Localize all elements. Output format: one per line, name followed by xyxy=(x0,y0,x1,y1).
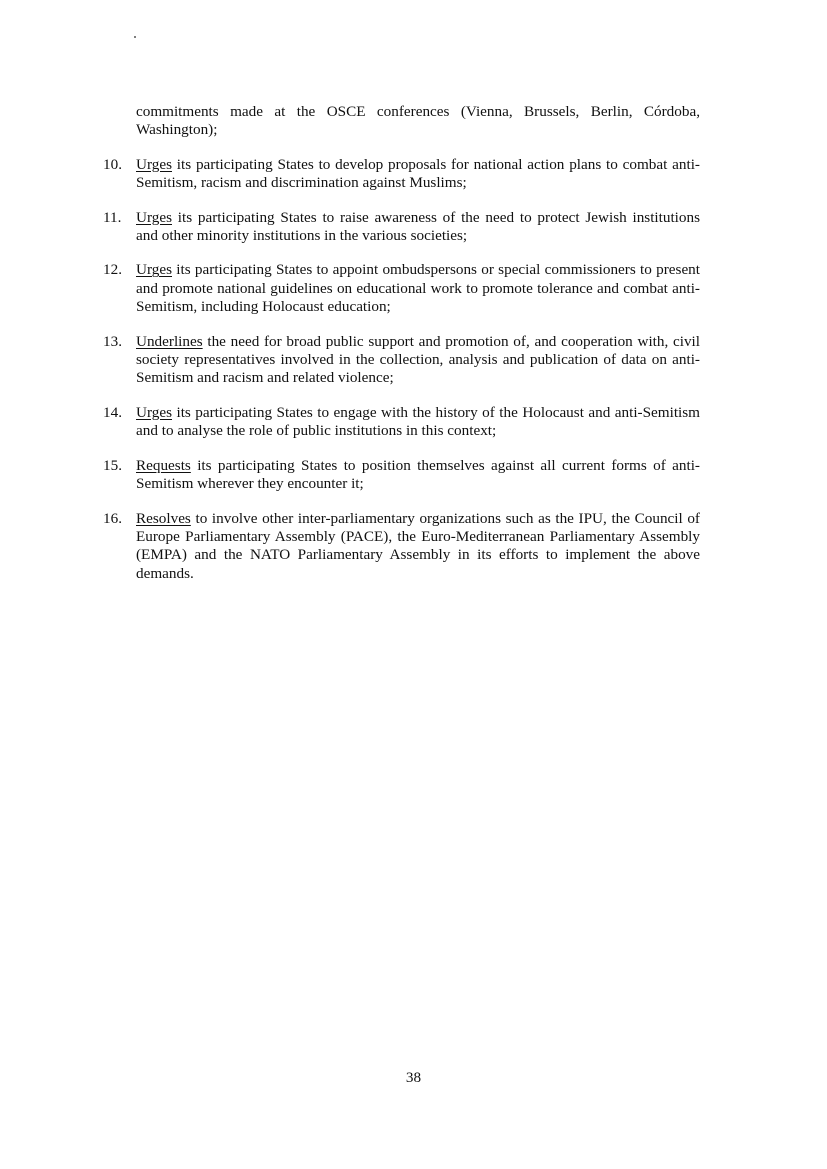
resolution-body xyxy=(103,103,700,599)
resolution-item-12 xyxy=(103,261,700,316)
item-verb: Requests xyxy=(136,456,191,474)
scan-speck xyxy=(134,36,136,38)
item-verb: Urges xyxy=(136,261,172,279)
item-number: 10. xyxy=(103,155,122,173)
item-body: its participating States to appoint ombudspersons or special commissioners to present and promote national guidelines on educational work to promote tolerance and combat anti-Semitism, including Holocaust education; xyxy=(136,261,700,316)
item-text xyxy=(136,209,700,246)
item-number: 15. xyxy=(103,456,122,474)
item-text xyxy=(136,261,700,316)
resolution-item-14 xyxy=(103,404,700,441)
item-number: 13. xyxy=(103,332,122,350)
item-text xyxy=(136,404,700,441)
item-verb: Resolves xyxy=(136,509,191,527)
item-verb: Urges xyxy=(136,403,172,421)
item-text xyxy=(136,457,700,494)
item-verb: Urges xyxy=(136,208,172,226)
item-body: the need for broad public support and promotion of, and cooperation with, civil society representatives involved in the collection, analysis and publication of data on anti-Semitism and racism and related violence; xyxy=(136,332,700,387)
item-number: 12. xyxy=(103,261,122,279)
item-number: 14. xyxy=(103,403,122,421)
resolution-item-11 xyxy=(103,209,700,246)
resolution-item-15 xyxy=(103,457,700,494)
item-body: its participating States to engage with the history of the Holocaust and anti-Semitism and to analyse the role of public institutions in this context; xyxy=(136,403,700,440)
resolution-item-13 xyxy=(103,333,700,388)
item-text xyxy=(136,333,700,388)
item-body: its participating States to raise awareness of the need to protect Jewish institutions and other minority institutions in the various societies; xyxy=(136,208,700,245)
item-text xyxy=(136,156,700,193)
item-number: 16. xyxy=(103,509,122,527)
item-verb: Urges xyxy=(136,155,172,173)
item-number: 11. xyxy=(103,208,122,226)
resolution-item-16 xyxy=(103,510,700,584)
item-verb: Underlines xyxy=(136,332,203,350)
continuation-paragraph: commitments made at the OSCE conferences (Vienna, Brussels, Berlin, Córdoba, Washington); xyxy=(136,103,700,139)
page-number: 38 xyxy=(405,1069,422,1086)
item-body: its participating States to position themselves against all current forms of anti-Semitism wherever they encounter it; xyxy=(136,456,700,493)
item-text xyxy=(136,510,700,584)
resolution-item-10 xyxy=(103,156,700,193)
item-body: its participating States to develop proposals for national action plans to combat anti-Semitism, racism and discrimination against Muslims; xyxy=(136,155,700,192)
item-body: to involve other inter-parliamentary organizations such as the IPU, the Council of Europe Parliamentary Assembly (PACE), the Euro-Mediterranean Parliamentary Assembly (EMPA) and the NATO Parliamentary Assembly in its efforts to implement the above demands. xyxy=(136,509,700,582)
